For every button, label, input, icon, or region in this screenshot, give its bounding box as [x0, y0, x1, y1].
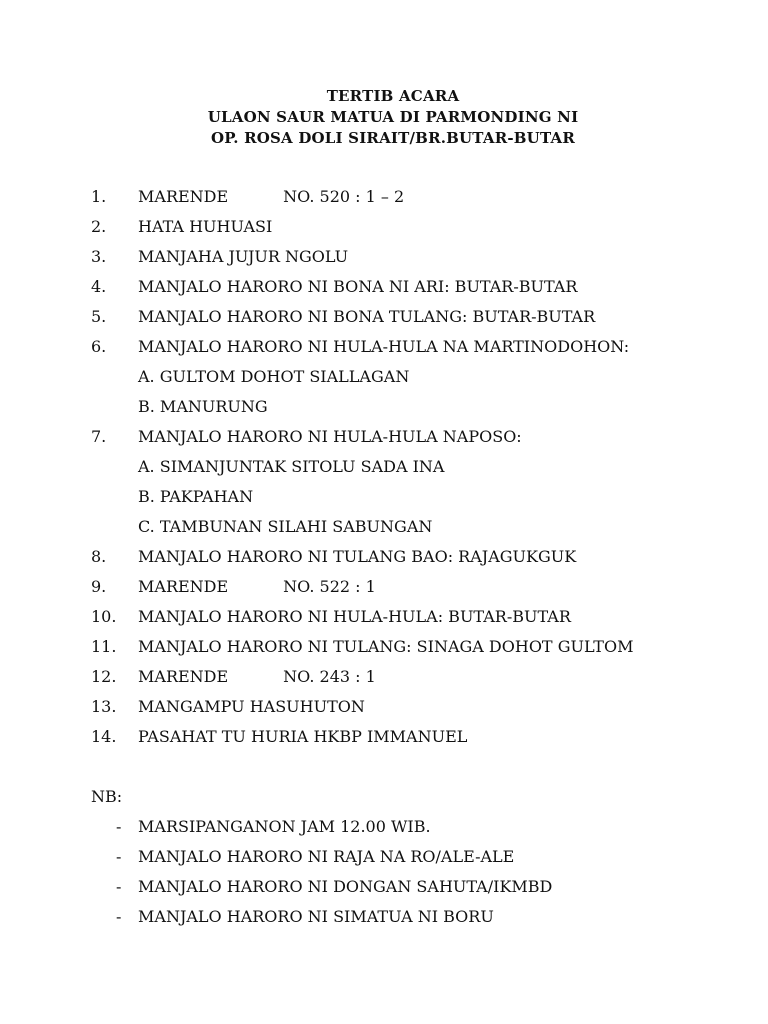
nb-item-text: MANJALO HARORO NI SIMATUA NI BORU: [138, 907, 494, 926]
item-number: 7.: [91, 427, 107, 446]
item-text: MANJALO HARORO NI HULA-HULA NA MARTINODOHON:: [138, 337, 630, 356]
item-hymn-number: NO. 522 : 1: [283, 577, 376, 596]
item-text: MANJALO HARORO NI BONA TULANG: BUTAR-BUTAR: [138, 307, 596, 326]
item-text: B. PAKPAHAN: [138, 487, 254, 506]
item-number: 4.: [91, 277, 107, 296]
item-text: HATA HUHUASI: [138, 217, 273, 236]
item-number: 9.: [91, 577, 107, 596]
nb-label: NB:: [91, 787, 123, 806]
item-number: 12.: [91, 667, 117, 686]
item-number: 11.: [91, 637, 117, 656]
item-hymn-number: NO. 243 : 1: [283, 667, 376, 686]
bullet-dash: -: [116, 817, 122, 836]
nb-item-text: MANJALO HARORO NI DONGAN SAHUTA/IKMBD: [138, 877, 553, 896]
item-text: MANJALO HARORO NI HULA-HULA: BUTAR-BUTAR: [138, 607, 571, 626]
title-line-1: TERTIB ACARA: [326, 87, 460, 105]
title-line-2: ULAON SAUR MATUA DI PARMONDING NI: [207, 108, 579, 126]
item-text: C. TAMBUNAN SILAHI SABUNGAN: [138, 517, 433, 536]
item-text: A. GULTOM DOHOT SIALLAGAN: [138, 367, 410, 386]
item-text: A. SIMANJUNTAK SITOLU SADA INA: [138, 457, 445, 476]
item-text: MARENDE: [138, 667, 229, 686]
item-text: MANJAHA JUJUR NGOLU: [138, 247, 349, 266]
item-text: MANGAMPU HASUHUTON: [138, 697, 365, 716]
bullet-dash: -: [116, 847, 122, 866]
item-text: MARENDE: [138, 187, 229, 206]
item-number: 3.: [91, 247, 107, 266]
item-number: 13.: [91, 697, 117, 716]
nb-item-text: MANJALO HARORO NI RAJA NA RO/ALE-ALE: [138, 847, 515, 866]
item-text: B. MANURUNG: [138, 397, 268, 416]
item-text: MANJALO HARORO NI HULA-HULA NAPOSO:: [138, 427, 522, 446]
item-number: 1.: [91, 187, 107, 206]
item-text: MANJALO HARORO NI TULANG BAO: RAJAGUKGUK: [138, 547, 577, 566]
item-text: MARENDE: [138, 577, 229, 596]
item-text: PASAHAT TU HURIA HKBP IMMANUEL: [138, 727, 468, 746]
nb-item-text: MARSIPANGANON JAM 12.00 WIB.: [138, 817, 431, 836]
item-number: 5.: [91, 307, 107, 326]
item-number: 10.: [91, 607, 117, 626]
title-line-3: OP. ROSA DOLI SIRAIT/BR.BUTAR-BUTAR: [210, 129, 575, 147]
item-hymn-number: NO. 520 : 1 – 2: [283, 187, 405, 206]
bullet-dash: -: [116, 907, 122, 926]
bullet-dash: -: [116, 877, 122, 896]
item-number: 8.: [91, 547, 107, 566]
item-number: 2.: [91, 217, 107, 236]
document-title: [0, 86, 768, 149]
item-text: MANJALO HARORO NI BONA NI ARI: BUTAR-BUTAR: [138, 277, 578, 296]
item-text: MANJALO HARORO NI TULANG: SINAGA DOHOT GULTOM: [138, 637, 634, 656]
item-number: 6.: [91, 337, 107, 356]
item-number: 14.: [91, 727, 117, 746]
